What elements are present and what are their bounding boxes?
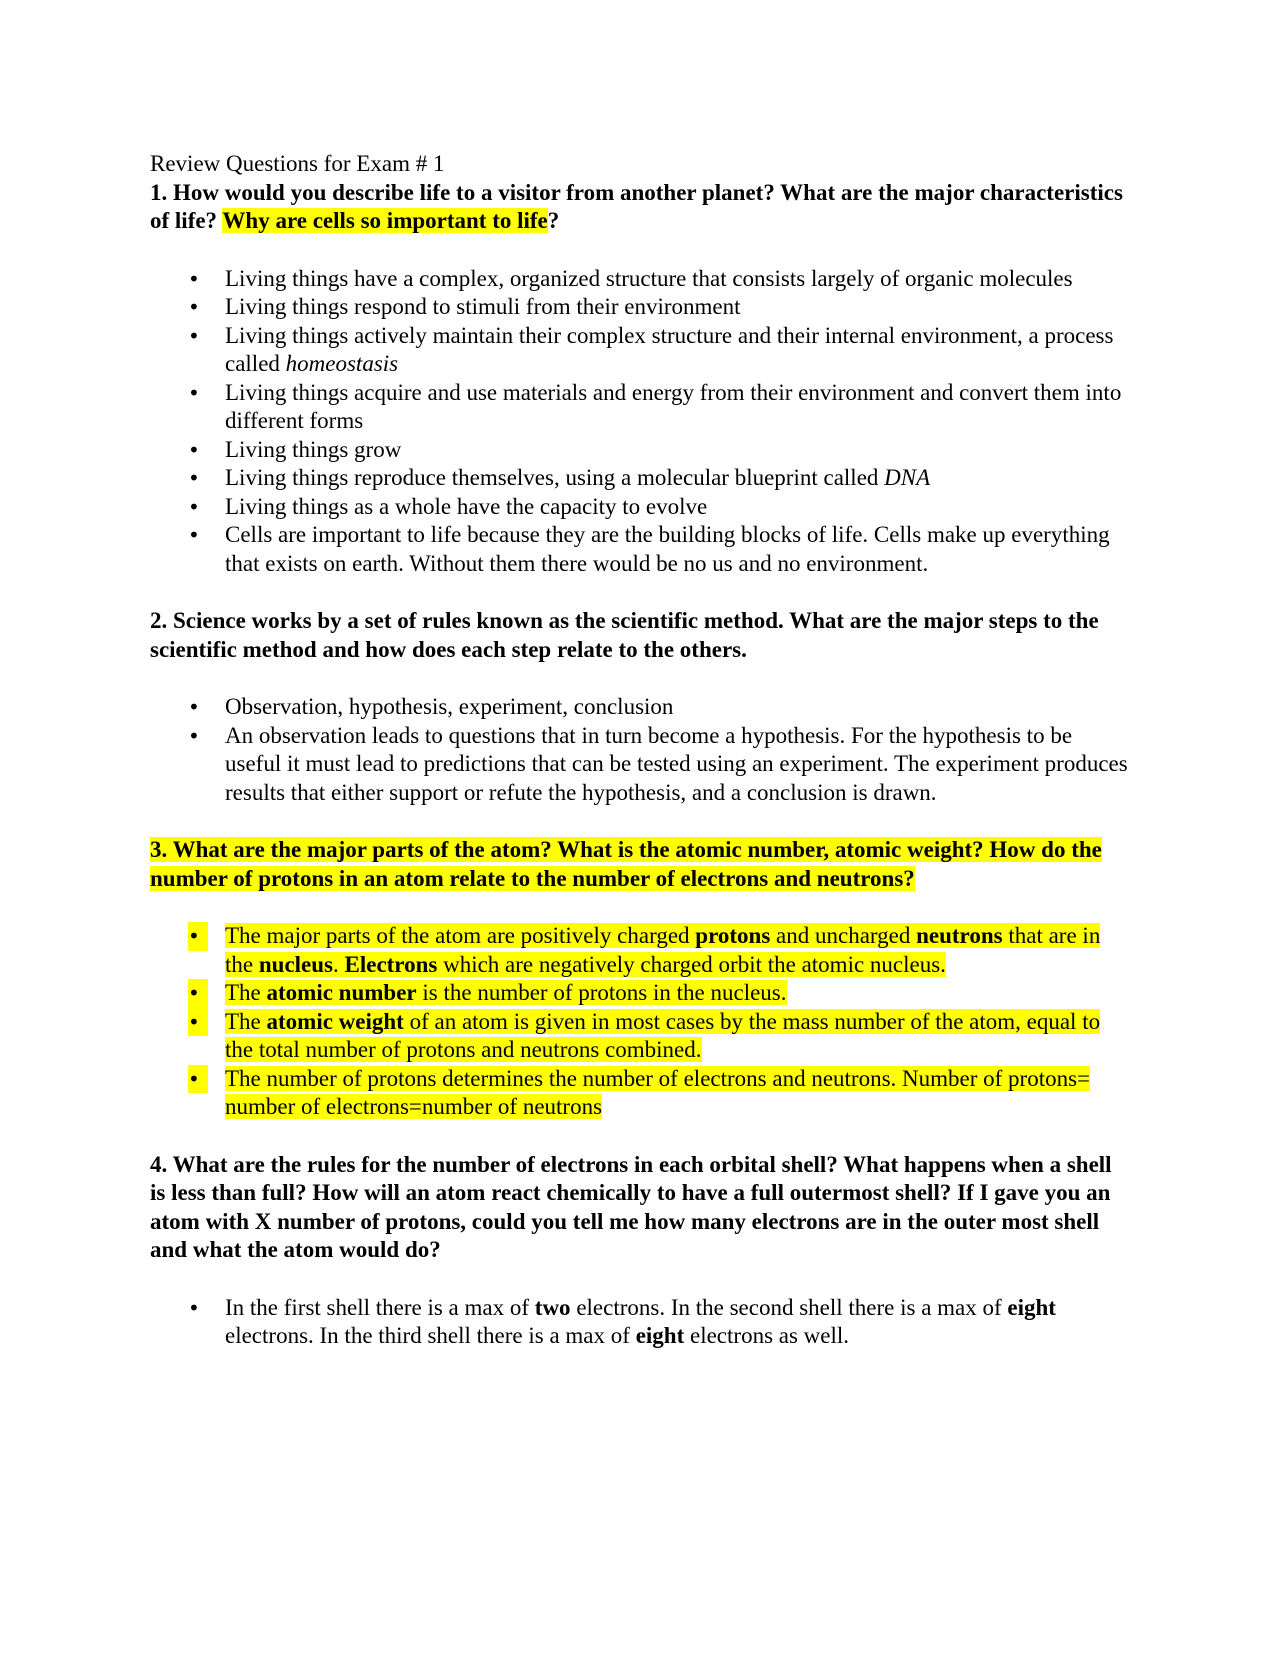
answer-text: In the first shell there is a max of two electrons. In the second shell there is a max of eight electrons. In the third shell there is a max of eight electrons as well. xyxy=(225,1294,1056,1348)
question-1-highlight: Why are cells so important to life xyxy=(222,208,548,233)
spacer xyxy=(150,893,1130,922)
list-item xyxy=(150,693,1130,722)
question-1 xyxy=(150,179,1130,236)
list-item xyxy=(150,1294,1130,1351)
list-item xyxy=(150,521,1130,578)
question-1-end: ? xyxy=(547,208,560,233)
list-item xyxy=(150,293,1130,322)
answer-text: The major parts of the atom are positively charged protons and uncharged neutrons that are in the nucleus. Electrons which are negatively charged orbit the atomic nucleus. xyxy=(225,923,1101,977)
spacer xyxy=(150,664,1130,693)
spacer xyxy=(150,236,1130,265)
list-item xyxy=(150,722,1130,808)
document-title: Review Questions for Exam # 1 xyxy=(150,151,445,176)
list-item xyxy=(150,322,1130,379)
answer-text: An observation leads to questions that in turn become a hypothesis. For the hypothesis to be useful it must lead to predictions that can be tested using an experiment. The experiment produces results that either support or refute the hypothesis, and a conclusion is drawn. xyxy=(225,722,1128,805)
answer-text: Cells are important to life because they are the building blocks of life. Cells make up everything that exists on earth. Without them there would be no us and no environment. xyxy=(225,522,1110,576)
question-3-text: 3. What are the major parts of the atom? What is the atomic number, atomic weight? How do the number of protons in an atom relate to the number of electrons and neutrons? xyxy=(150,837,1102,891)
document-body xyxy=(150,150,1130,1351)
list-item xyxy=(150,436,1130,465)
bullet-icon: • xyxy=(188,266,200,291)
answer-text: Living things have a complex, organized structure that consists largely of organic molecules xyxy=(225,265,1073,291)
answer-text: Living things as a whole have the capacity to evolve xyxy=(225,493,708,519)
list-item xyxy=(150,265,1130,294)
question-4: 4. What are the rules for the number of electrons in each orbital shell? What happens when a shell is less than full? How will an atom react chemically to have a full outermost shell? If I gave you an atom with X number of protons, could you tell me how many electrons are in the outer most shell and what the atom would do? xyxy=(150,1151,1112,1262)
bullet-icon: • xyxy=(188,437,200,462)
bullet-icon: • xyxy=(188,1008,208,1037)
answer-text: Living things actively maintain their complex structure and their internal environment, a process called xyxy=(225,322,1114,376)
answer-list-4 xyxy=(150,1294,1130,1351)
list-item xyxy=(150,493,1130,522)
bullet-icon: • xyxy=(188,323,200,348)
spacer xyxy=(150,807,1130,836)
answer-text: The atomic number is the number of protons in the nucleus. xyxy=(225,980,787,1005)
bullet-icon: • xyxy=(188,695,200,719)
question-1-text: 1. How would you describe life to a visitor from another planet? What are the major characteristics of life? xyxy=(150,179,1123,233)
list-item xyxy=(150,979,1130,1008)
bullet-icon: • xyxy=(188,466,200,490)
answer-term: homeostasis xyxy=(285,351,399,376)
bullet-icon: • xyxy=(188,523,200,547)
answer-text: Living things grow xyxy=(225,436,402,462)
bullet-icon: • xyxy=(188,494,200,519)
bullet-icon: • xyxy=(188,380,200,405)
question-2: 2. Science works by a set of rules known as the scientific method. What are the major steps to the scientific method and how does each step relate to the others. xyxy=(150,608,1099,662)
answer-text: The number of protons determines the number of electrons and neutrons. Number of protons= number of electrons=number of neutrons xyxy=(225,1065,1091,1119)
answer-list-1 xyxy=(150,265,1130,579)
answer-text: Living things acquire and use materials and energy from their environment and convert them into different forms xyxy=(225,379,1122,433)
bullet-icon: • xyxy=(188,1065,208,1094)
bullet-icon: • xyxy=(188,979,208,1008)
answer-list-3 xyxy=(150,922,1130,1122)
answer-list-2 xyxy=(150,693,1130,807)
answer-term: DNA xyxy=(884,465,931,490)
bullet-icon: • xyxy=(188,723,200,748)
list-item xyxy=(150,379,1130,436)
answer-text: Observation, hypothesis, experiment, conclusion xyxy=(225,694,674,719)
answer-text: Living things reproduce themselves, using a molecular blueprint called xyxy=(225,465,885,490)
answer-text: Living things respond to stimuli from their environment xyxy=(225,294,741,319)
bullet-icon: • xyxy=(188,1295,200,1320)
spacer xyxy=(150,578,1130,607)
answer-text: The atomic weight of an atom is given in most cases by the mass number of the atom, equal to the total number of protons and neutrons combined. xyxy=(225,1008,1101,1062)
spacer xyxy=(150,1265,1130,1294)
list-item xyxy=(150,922,1130,979)
list-item xyxy=(150,1065,1130,1122)
question-3 xyxy=(150,836,1130,893)
bullet-icon: • xyxy=(188,295,200,319)
list-item xyxy=(150,1008,1130,1065)
spacer xyxy=(150,1122,1130,1151)
list-item xyxy=(150,464,1130,493)
bullet-icon: • xyxy=(188,922,208,951)
